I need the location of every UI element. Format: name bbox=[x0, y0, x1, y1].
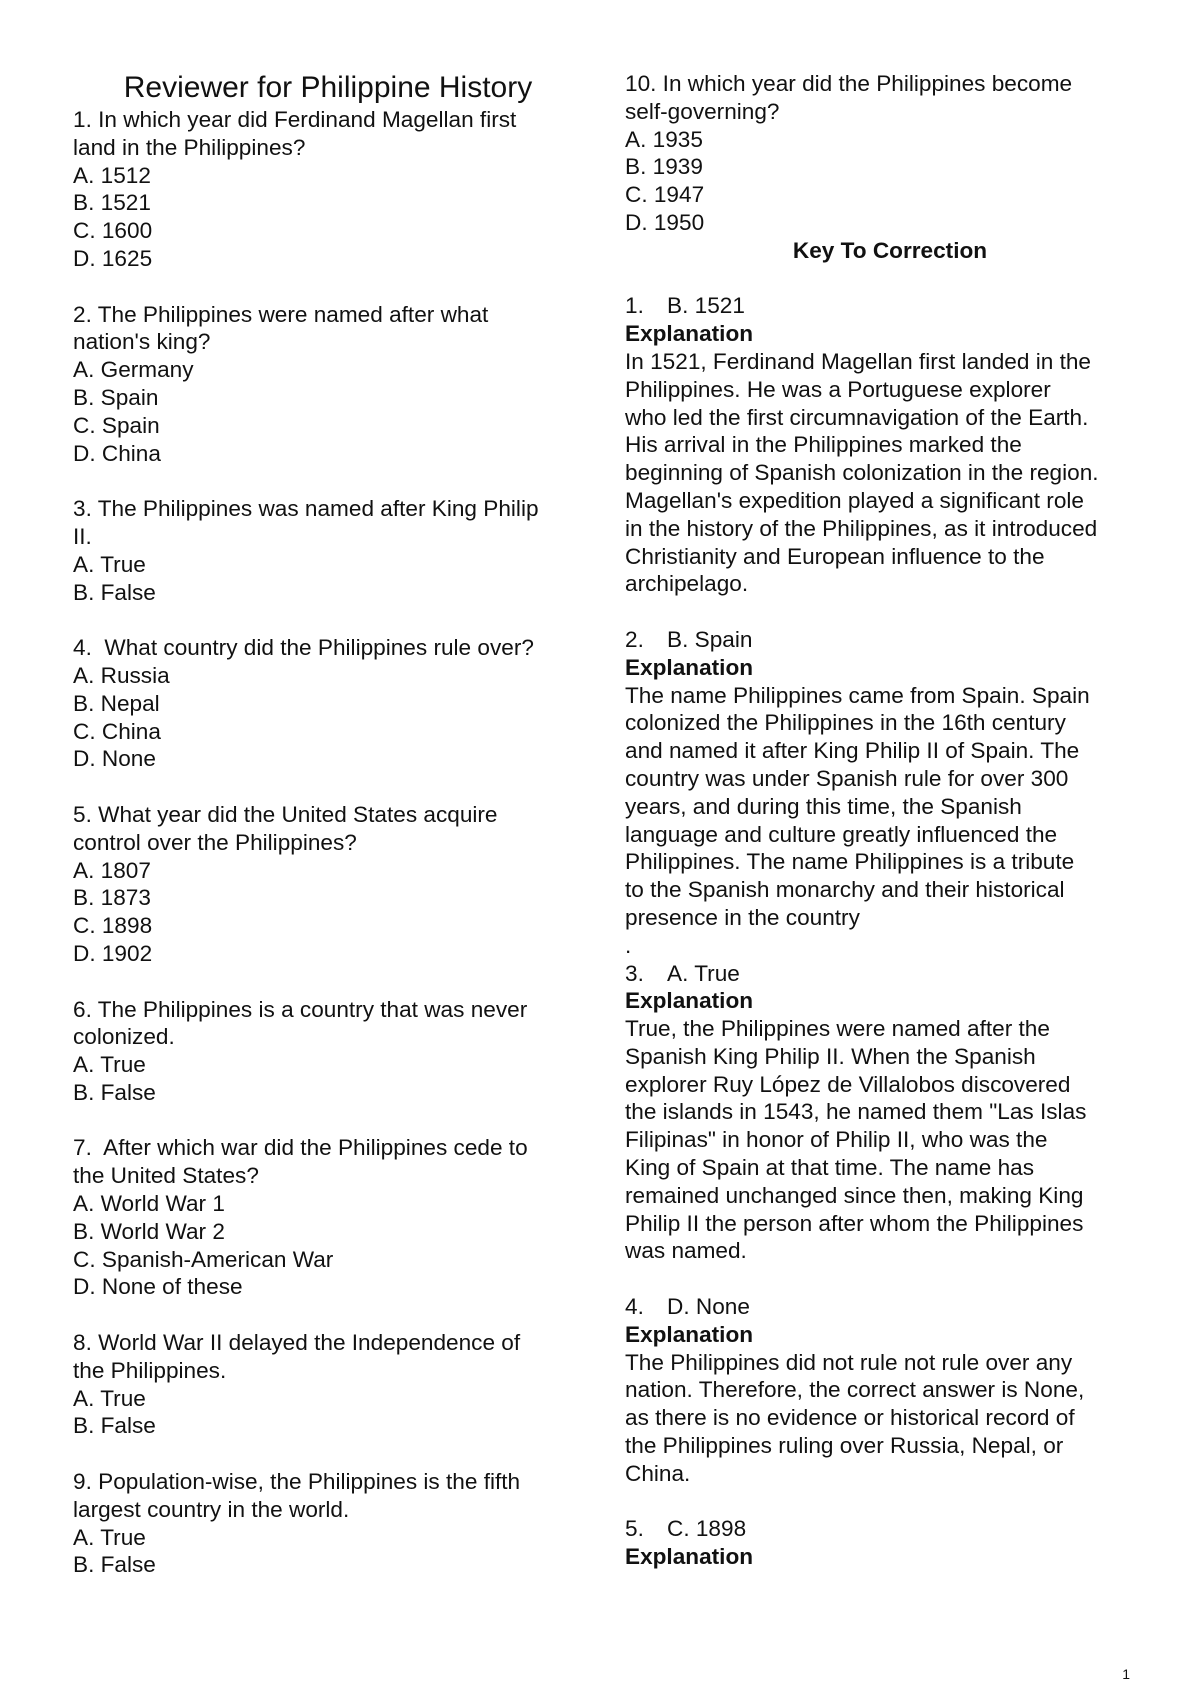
right-column bbox=[625, 70, 1155, 1571]
answer-key-list bbox=[625, 292, 1155, 1571]
explanation-text: King of Spain at that time. The name has bbox=[625, 1155, 1035, 1181]
answer-key-item bbox=[625, 1515, 1155, 1571]
question-10 bbox=[625, 70, 1155, 237]
explanation-text: In 1521, Ferdinand Magellan first landed in the bbox=[625, 348, 1091, 374]
explanation-text: Philippines. He was a Portuguese explorer bbox=[625, 376, 1051, 402]
answer-option: A. 1512 bbox=[73, 162, 151, 188]
answer-option: A. Russia bbox=[73, 662, 170, 688]
answer-number: 4. bbox=[625, 1294, 644, 1320]
question-block bbox=[73, 1468, 583, 1579]
answer-key-title: Key To Correction bbox=[792, 237, 988, 263]
explanation-text: True, the Philippines were named after the bbox=[625, 1016, 1050, 1042]
answer-option: A. True bbox=[73, 551, 146, 577]
explanation-text: the islands in 1543, he named them "Las Islas bbox=[625, 1099, 1087, 1125]
explanation-text: the Philippines ruling over Russia, Nepal, or bbox=[625, 1433, 1064, 1459]
question-block bbox=[73, 495, 583, 606]
explanation-text: . bbox=[625, 932, 632, 958]
correct-answer bbox=[625, 292, 1155, 320]
explanation-text: was named. bbox=[625, 1238, 747, 1264]
spacer bbox=[73, 606, 583, 634]
page-number: 1 bbox=[1122, 1666, 1130, 1682]
answer-option: C. Spain bbox=[73, 412, 160, 438]
answer-text: A. True bbox=[667, 960, 740, 986]
answer-option: B. False bbox=[73, 1079, 156, 1105]
answer-text: D. None bbox=[667, 1294, 750, 1320]
answer-option: A. World War 1 bbox=[73, 1191, 225, 1217]
answer-option: B. 1521 bbox=[73, 190, 151, 216]
answer-option: D. 1902 bbox=[73, 940, 153, 966]
question-text: colonized. bbox=[73, 1024, 175, 1050]
question-text: the Philippines. bbox=[73, 1357, 227, 1383]
question-block bbox=[73, 996, 583, 1107]
explanation-text: beginning of Spanish colonization in the region. bbox=[625, 460, 1099, 486]
answer-key-item bbox=[625, 626, 1155, 960]
answer-option: B. 1873 bbox=[73, 885, 151, 911]
question-text: 5. What year did the United States acquire bbox=[73, 801, 498, 827]
answer-key-item bbox=[625, 960, 1155, 1266]
question-block bbox=[73, 1329, 583, 1440]
answer-number: 2. bbox=[625, 626, 644, 652]
explanation-text: archipelago. bbox=[625, 571, 749, 597]
explanation-heading: Explanation bbox=[625, 1321, 754, 1347]
answer-option: D. 1625 bbox=[73, 245, 153, 271]
explanation-text: Magellan's expedition played a significant role bbox=[625, 487, 1084, 513]
answer-option: B. False bbox=[73, 1552, 156, 1578]
spacer bbox=[625, 1265, 1155, 1293]
explanation-text: Christianity and European influence to the bbox=[625, 543, 1045, 569]
explanation-text: Philip II the person after whom the Philippines bbox=[625, 1210, 1084, 1236]
question-text: nation's king? bbox=[73, 329, 211, 355]
explanation-text: colonized the Philippines in the 16th century bbox=[625, 710, 1066, 736]
explanation-text: nation. Therefore, the correct answer is None, bbox=[625, 1377, 1085, 1403]
explanation-heading: Explanation bbox=[625, 654, 754, 680]
spacer bbox=[625, 265, 1155, 293]
question-text: 10. In which year did the Philippines become bbox=[625, 71, 1073, 96]
spacer bbox=[73, 1440, 583, 1468]
spacer bbox=[73, 1301, 583, 1329]
explanation-text: Filipinas" in honor of Philip II, who was the bbox=[625, 1127, 1048, 1153]
spacer bbox=[73, 968, 583, 996]
question-text: self-governing? bbox=[625, 98, 780, 124]
question-list bbox=[73, 106, 583, 1579]
answer-text: C. 1898 bbox=[667, 1516, 747, 1542]
explanation-heading: Explanation bbox=[625, 1544, 754, 1570]
question-text: 7. After which war did the Philippines cede to bbox=[73, 1135, 528, 1161]
spacer bbox=[73, 1107, 583, 1135]
answer-option: C. Spanish-American War bbox=[73, 1246, 334, 1272]
explanation-heading: Explanation bbox=[625, 988, 754, 1014]
answer-option: D. 1950 bbox=[625, 209, 705, 235]
explanation-text: to the Spanish monarchy and their historical bbox=[625, 877, 1065, 903]
explanation-text: in the history of the Philippines, as it introduced bbox=[625, 515, 1098, 541]
answer-option: A. Germany bbox=[73, 357, 194, 383]
explanation-heading: Explanation bbox=[625, 321, 754, 347]
question-text: land in the Philippines? bbox=[73, 134, 306, 160]
answer-option: C. 1947 bbox=[625, 182, 705, 208]
explanation-text: remained unchanged since then, making King bbox=[625, 1182, 1084, 1208]
question-text: 3. The Philippines was named after King Philip bbox=[73, 496, 539, 522]
answer-text: B. 1521 bbox=[667, 293, 745, 319]
question-text: 1. In which year did Ferdinand Magellan first bbox=[73, 107, 517, 132]
answer-option: B. False bbox=[73, 579, 156, 605]
spacer bbox=[73, 773, 583, 801]
question-text: 8. World War II delayed the Independence of bbox=[73, 1330, 521, 1356]
explanation-text: and named it after King Philip II of Spain. The bbox=[625, 738, 1080, 764]
answer-option: D. China bbox=[73, 440, 161, 466]
answer-option: B. Nepal bbox=[73, 690, 160, 716]
explanation-text: presence in the country bbox=[625, 904, 860, 930]
answer-text: B. Spain bbox=[667, 626, 753, 652]
correct-answer bbox=[625, 960, 1155, 988]
answer-option: D. None bbox=[73, 746, 156, 772]
explanation-text: Spanish King Philip II. When the Spanish bbox=[625, 1043, 1036, 1069]
explanation-text: China. bbox=[625, 1460, 691, 1486]
answer-number: 3. bbox=[625, 960, 644, 986]
question-text: largest country in the world. bbox=[73, 1496, 350, 1522]
answer-option: A. True bbox=[73, 1524, 146, 1550]
explanation-text: The Philippines did not rule not rule over any bbox=[625, 1349, 1073, 1375]
question-block bbox=[73, 106, 583, 273]
answer-number: 5. bbox=[625, 1516, 644, 1542]
question-block bbox=[73, 1134, 583, 1301]
left-column bbox=[73, 70, 583, 1579]
correct-answer bbox=[625, 626, 1155, 654]
explanation-text: as there is no evidence or historical record of bbox=[625, 1405, 1075, 1431]
question-block bbox=[73, 301, 583, 468]
question-text: 6. The Philippines is a country that was never bbox=[73, 996, 528, 1022]
answer-option: A. True bbox=[73, 1385, 146, 1411]
answer-option: B. 1939 bbox=[625, 154, 703, 180]
question-text: 9. Population-wise, the Philippines is the fifth bbox=[73, 1469, 521, 1495]
answer-option: B. False bbox=[73, 1413, 156, 1439]
explanation-text: language and culture greatly influenced the bbox=[625, 821, 1058, 847]
answer-option: C. China bbox=[73, 718, 161, 744]
question-text: the United States? bbox=[73, 1163, 259, 1189]
correct-answer bbox=[625, 1515, 1155, 1543]
explanation-text: His arrival in the Philippines marked the bbox=[625, 432, 1022, 458]
answer-option: A. 1935 bbox=[625, 126, 703, 152]
document-title: Reviewer for Philippine History bbox=[123, 71, 533, 104]
answer-key-item bbox=[625, 292, 1155, 598]
spacer bbox=[73, 467, 583, 495]
explanation-text: years, and during this time, the Spanish bbox=[625, 793, 1022, 819]
explanation-text: explorer Ruy López de Villalobos discovered bbox=[625, 1071, 1071, 1097]
question-text: 2. The Philippines were named after what bbox=[73, 301, 489, 327]
answer-number: 1. bbox=[625, 293, 644, 319]
question-block bbox=[73, 801, 583, 968]
explanation-text: Philippines. The name Philippines is a tribute bbox=[625, 849, 1075, 875]
spacer bbox=[625, 598, 1155, 626]
answer-option: C. 1898 bbox=[73, 913, 153, 939]
question-text: II. bbox=[73, 523, 92, 549]
spacer bbox=[625, 1488, 1155, 1516]
answer-option: A. 1807 bbox=[73, 857, 151, 883]
answer-option: C. 1600 bbox=[73, 218, 153, 244]
spacer bbox=[73, 273, 583, 301]
explanation-text: who led the first circumnavigation of the Earth. bbox=[625, 404, 1089, 430]
explanation-text: The name Philippines came from Spain. Spain bbox=[625, 682, 1090, 708]
correct-answer bbox=[625, 1293, 1155, 1321]
answer-key-item bbox=[625, 1293, 1155, 1488]
question-text: 4. What country did the Philippines rule over? bbox=[73, 635, 534, 661]
answer-option: A. True bbox=[73, 1052, 146, 1078]
answer-option: D. None of these bbox=[73, 1274, 243, 1300]
answer-option: B. Spain bbox=[73, 384, 159, 410]
explanation-text: country was under Spanish rule for over 300 bbox=[625, 765, 1069, 791]
question-block bbox=[73, 634, 583, 773]
question-text: control over the Philippines? bbox=[73, 829, 357, 855]
answer-option: B. World War 2 bbox=[73, 1218, 225, 1244]
